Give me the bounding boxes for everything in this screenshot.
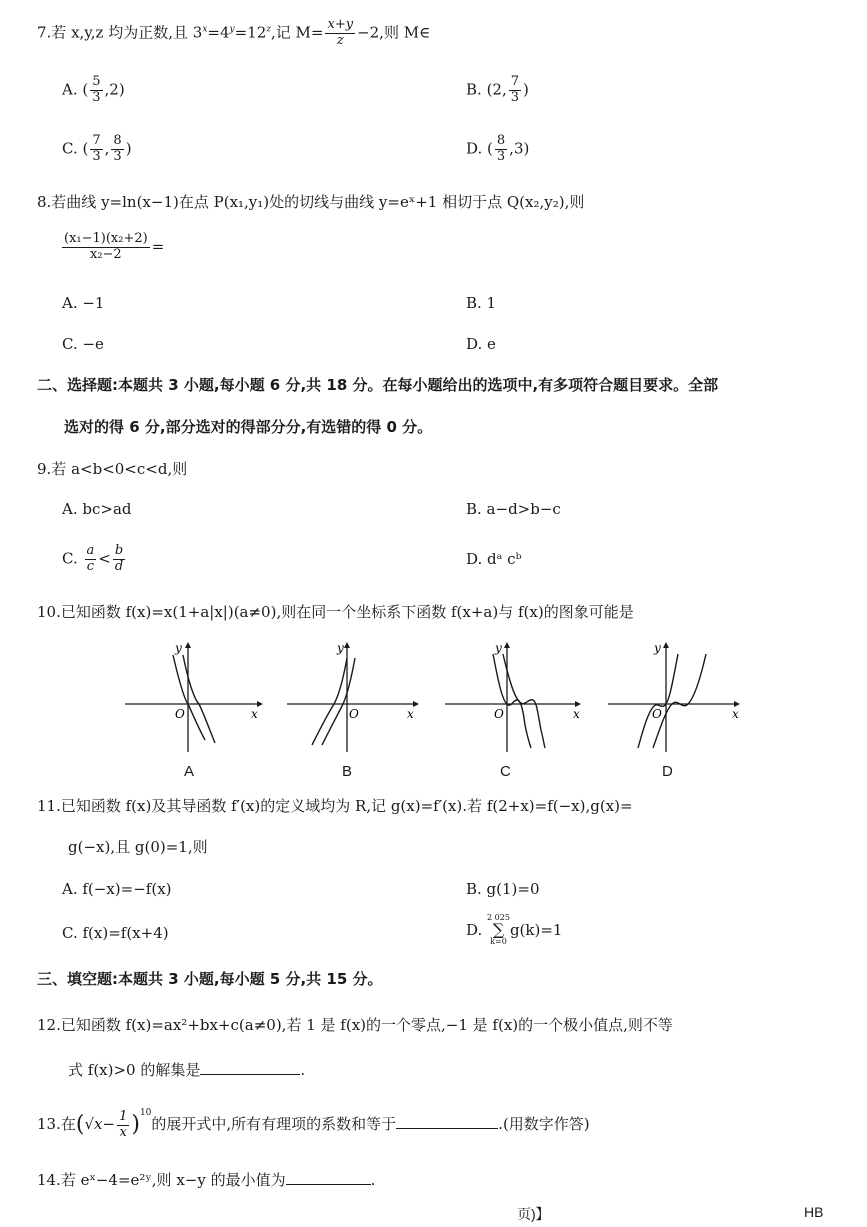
q8-option-c: C. −e xyxy=(62,335,104,353)
q9-option-a: A. bc>ad xyxy=(62,500,132,518)
section3-heading: 三、填空题:本题共 3 小题,每小题 5 分,共 15 分。 xyxy=(37,970,383,988)
q9-stem: 9.若 a<b<0<c<d,则 xyxy=(37,460,188,478)
y-axis-arrow xyxy=(185,642,191,648)
q14-stem: 14.若 eˣ−4=e²ʸ,则 x−y 的最小值为 . xyxy=(37,1171,376,1189)
axis-y-label: y xyxy=(337,641,344,655)
q12-stem-cont: 式 f(x)>0 的解集是 . xyxy=(68,1061,306,1079)
axis-x-label: x xyxy=(407,707,414,721)
q9-option-b: B. a−d>b−c xyxy=(466,500,561,518)
axis-y-label: y xyxy=(654,641,661,655)
q10-graph-a-label: A xyxy=(184,763,195,780)
q8-fraction: $\frac{\text{(x₁−1)(x₂+2)}}{\text{x₂−2}}$ xyxy=(64,231,148,262)
curve-fx-shift xyxy=(653,654,706,748)
q12-answer-blank[interactable] xyxy=(200,1060,300,1075)
q7-fraction: $\frac{x+y}{z}$ xyxy=(327,17,354,48)
q11-stem: 11.已知函数 f(x)及其导函数 f′(x)的定义域均为 R,记 g(x)=f′(x).若 f(2+x)=f(−x),g(x)= xyxy=(37,797,633,815)
q11-option-a: A. f(−x)=−f(x) xyxy=(62,880,172,898)
axis-x-label: x xyxy=(251,707,258,721)
q11-option-c: C. f(x)=f(x+4) xyxy=(62,924,169,942)
origin-label: O xyxy=(175,707,185,721)
y-axis-arrow xyxy=(344,642,350,648)
section2-heading-cont: 选对的得 6 分,部分选对的得部分分,有选错的得 0 分。 xyxy=(64,418,433,436)
q9-option-d: D. dᵃ cᵇ xyxy=(466,550,522,568)
q10-graph-c xyxy=(445,640,590,755)
q7-option-b: B. (2, $\frac{7}{3}$ ) xyxy=(466,74,529,105)
q7-option-d: D. ( $\frac{8}{3}$ ,3) xyxy=(466,133,530,164)
q8-expression: $\frac{\text{(x₁−1)(x₂+2)}}{\text{x₂−2}}$ = xyxy=(64,231,165,262)
q10-graph-d xyxy=(608,640,748,755)
curve-fx-shift xyxy=(312,658,347,745)
section2-heading: 二、选择题:本题共 3 小题,每小题 6 分,共 18 分。在每小题给出的选项中,有多项符合题目要求。全部 xyxy=(37,376,719,394)
axis-y-label: y xyxy=(495,641,502,655)
q10-graph-c-label: C xyxy=(500,763,511,780)
q11-stem-cont: g(−x),且 g(0)=1,则 xyxy=(68,838,208,856)
q13-stem: 13.在(√x− $\frac{1}{x}$ )$^{10}$的展开式中,所有有理项的系数和等于 .(用数字作答) xyxy=(37,1108,590,1140)
q7-option-c: C. ( $\frac{7}{3}$ , $\frac{8}{3}$ ) xyxy=(62,133,132,164)
q13-answer-blank[interactable] xyxy=(396,1114,498,1129)
origin-label: O xyxy=(349,707,359,721)
axis-y-label: y xyxy=(175,641,182,655)
q10-graph-d-label: D xyxy=(662,763,673,780)
axis-x-label: x xyxy=(732,707,739,721)
y-axis-arrow xyxy=(504,642,510,648)
axis-x-label: x xyxy=(573,707,580,721)
curve-fx-shift xyxy=(503,654,545,748)
q8-option-b: B. 1 xyxy=(466,294,497,312)
y-axis-arrow xyxy=(663,642,669,648)
q10-graph-b xyxy=(287,640,427,755)
q11-option-d: D. 2 025 ∑ k=0 g(k)=1 xyxy=(466,913,563,946)
q8-option-d: D. e xyxy=(466,335,496,353)
q12-stem: 12.已知函数 f(x)=ax²+bx+c(a≠0),若 1 是 f(x)的一个零点,−1 是 f(x)的一个极小值点,则不等 xyxy=(37,1016,673,1034)
q10-stem: 10.已知函数 f(x)=x(1+a|x|)(a≠0),则在同一个坐标系下函数 f(x+a)与 f(x)的图象可能是 xyxy=(37,603,634,621)
page-footer-right: HB xyxy=(804,1204,824,1220)
curve-fx xyxy=(322,658,355,745)
q14-answer-blank[interactable] xyxy=(286,1170,371,1185)
q8-stem: 8.若曲线 y=ln(x−1)在点 P(x₁,y₁)处的切线与曲线 y=eˣ+1 相切于点 Q(x₂,y₂),则 xyxy=(37,193,585,211)
origin-label: O xyxy=(494,707,504,721)
x-axis-arrow xyxy=(257,701,263,707)
q10-graph-a xyxy=(125,640,265,755)
q7-stem: 7.若 x,y,z 均为正数,且 $3^x=4^y=12^z$,记 M= $\frac{x+y}{z}$ −2,则 M∈ xyxy=(37,17,431,48)
curve-fx xyxy=(493,654,531,748)
page-footer-center: 页)】 xyxy=(517,1206,550,1222)
origin-label: O xyxy=(652,707,662,721)
q10-graph-b-label: B xyxy=(342,763,353,780)
q8-option-a: A. −1 xyxy=(62,294,105,312)
q9-option-c: C. $\frac{a}{c}$ < $\frac{b}{d}$ xyxy=(62,543,124,574)
x-axis-arrow xyxy=(413,701,419,707)
curve-fx xyxy=(173,655,205,740)
q11-option-b: B. g(1)=0 xyxy=(466,880,540,898)
q7-option-a: A. ( $\frac{5}{3}$ ,2) xyxy=(62,74,125,105)
